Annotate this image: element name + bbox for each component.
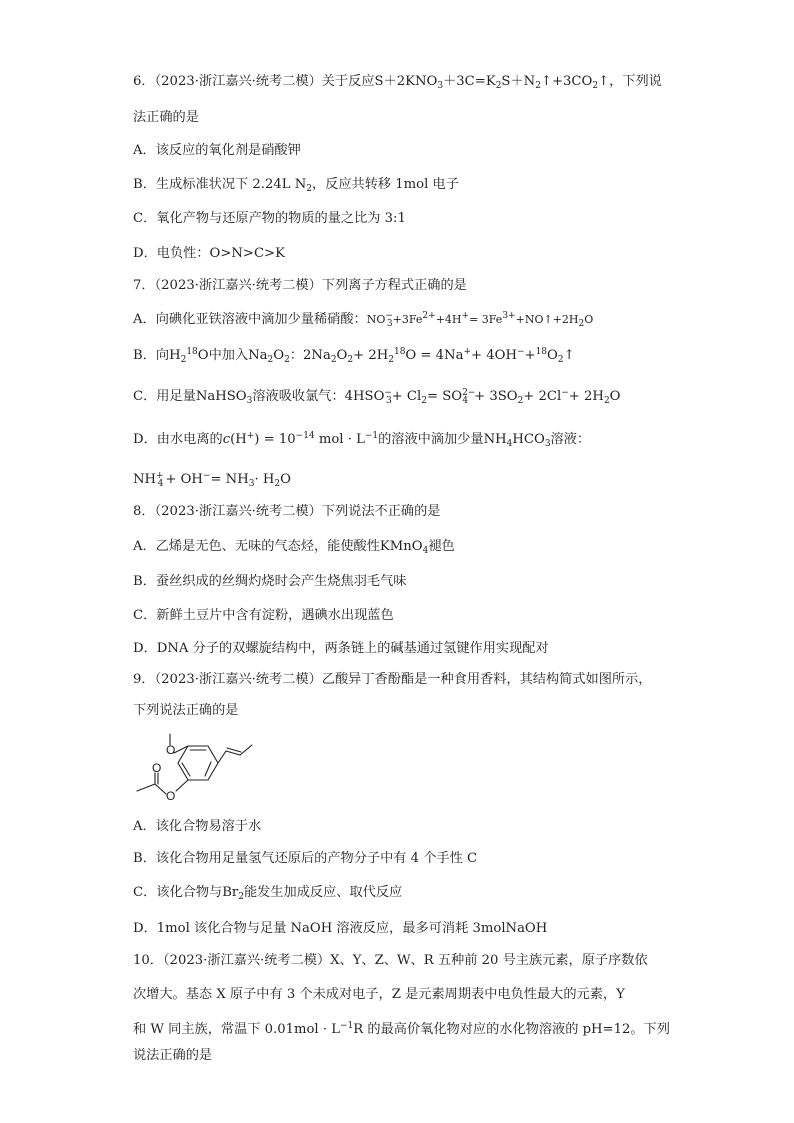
q6-option-c: C．氧化产物与还原产物的物质的量之比为 3:1 — [133, 211, 406, 226]
q8-option-d: D．DNA 分子的双螺旋结构中，两条链上的碱基通过氢键作用实现配对 — [133, 641, 549, 656]
q10-line1: 10．（2023·浙江嘉兴·统考二模）X、Y、Z、W、R 五种前 20 号主族元素，原子序数依 — [133, 953, 648, 968]
q6-option-b: B．生成标准状况下 2.24L $N_2$，反应共转移 1mol 电子 — [133, 177, 459, 194]
q8-option-c: C．新鲜土豆片中含有淀粉，遇碘水出现蓝色 — [133, 608, 394, 623]
q9-option-b: B．该化合物用足量氢气还原后的产物分子中有 4 个手性 C — [133, 851, 478, 866]
carbonyl-oxygen-label: O — [152, 761, 162, 775]
q7-option-d: D．由水电离的$c(H^+) = 10^{-14}$ mol · $L^{-1}$的溶液中滴加少量$NH_4HCO_3$溶液： — [133, 431, 591, 449]
q7-option-b: B．向$H_2^{18}O$中加入$Na_2O_2$：$2Na_2O_2+ 2H_2^{18}O = 4Na^++$ $4OH^-+^{18}O_2↑$ — [133, 347, 575, 365]
q7-a-equation: $NO^-_3+3Fe^{2+}+4H^+=$ $3Fe^{3+}+NO↑+2H_2O$ — [366, 311, 594, 329]
q9-option-d: D．1mol 该化合物与足量 NaOH 溶液反应，最多可消耗 3molNaOH — [133, 921, 548, 936]
q7-d-equation: $NH^+_4 + OH^-= NH_3\cdot H_2O$ — [133, 471, 291, 489]
molecule-structure — [130, 731, 270, 807]
q6-option-d: D．电负性：O>N>C>K — [133, 246, 285, 261]
q9-option-a: A．该化合物易溶于水 — [133, 819, 262, 834]
q7-c-equation: $4HSO^-_3+ Cl_2= SO^{2-}_4 + 3SO_2+ 2Cl^-+ 2H_2O$ — [344, 388, 621, 406]
q8-stem: 8．（2023·浙江嘉兴·统考二模）下列说法不正确的是 — [133, 504, 441, 519]
methoxy-oxygen-label: O — [166, 743, 176, 757]
q7-option-a: A．向碘化亚铁溶液中滴加少量稀硝酸：$NO^-_3+3Fe^{2+}+4H^+=$ $3Fe^{3+}+NO↑+2H_2O$ — [133, 311, 594, 329]
q6-option-a: A．该反应的氧化剂是硝酸钾 — [133, 143, 301, 158]
q7-b-equation: $2Na_2O_2+ 2H_2^{18}O = 4Na^++$ $4OH^-+^{18}O_2↑$ — [303, 347, 575, 365]
q9-stem-line2: 下列说法正确的是 — [133, 703, 239, 718]
q6-stem-line2: 法正确的是 — [133, 110, 199, 125]
ester-oxygen-label: O — [166, 789, 176, 803]
q7-stem: 7．（2023·浙江嘉兴·统考二模）下列离子方程式正确的是 — [133, 278, 467, 293]
q10-line4: 说法正确的是 — [133, 1048, 213, 1063]
q7-option-c: C．用足量NaHSO$_3$溶液吸收氯气：$4HSO^-_3+ Cl_2= SO^{2-}_4 + 3SO_2+ 2Cl^-+ 2H_2O$ — [133, 388, 621, 406]
q8-option-a: A．乙烯是无色、无味的气态烃，能使酸性KMnO$_4$褪色 — [133, 539, 455, 556]
q10-line2: 次增大。基态 X 原子中有 3 个未成对电子，Z 是元素周期表中电负性最大的元素，Y — [133, 987, 625, 1002]
q8-option-b: B．蚕丝织成的丝绸灼烧时会产生烧焦羽毛气味 — [133, 574, 407, 589]
q10-line3: 和 W 同主族，常温下 $0.01mol \cdot L^{-1}R$ 的最高价氧化物对应的水化物溶液的 pH=12。下列 — [133, 1021, 670, 1037]
q9-stem: 9．（2023·浙江嘉兴·统考二模）乙酸异丁香酚酯是一种食用香料，其结构简式如图所示， — [133, 672, 652, 687]
q6-stem: 6．（2023·浙江嘉兴·统考二模）关于反应$S+2KNO_3+3C=K_2S+N_2↑+3CO_2↑$，下列说 — [133, 74, 662, 91]
q6-equation: $S+2KNO_3+3C=K_2S+N_2↑+3CO_2↑$ — [374, 74, 610, 91]
q9-option-c: C．该化合物与$Br_2$能发生加成反应、取代反应 — [133, 885, 403, 902]
